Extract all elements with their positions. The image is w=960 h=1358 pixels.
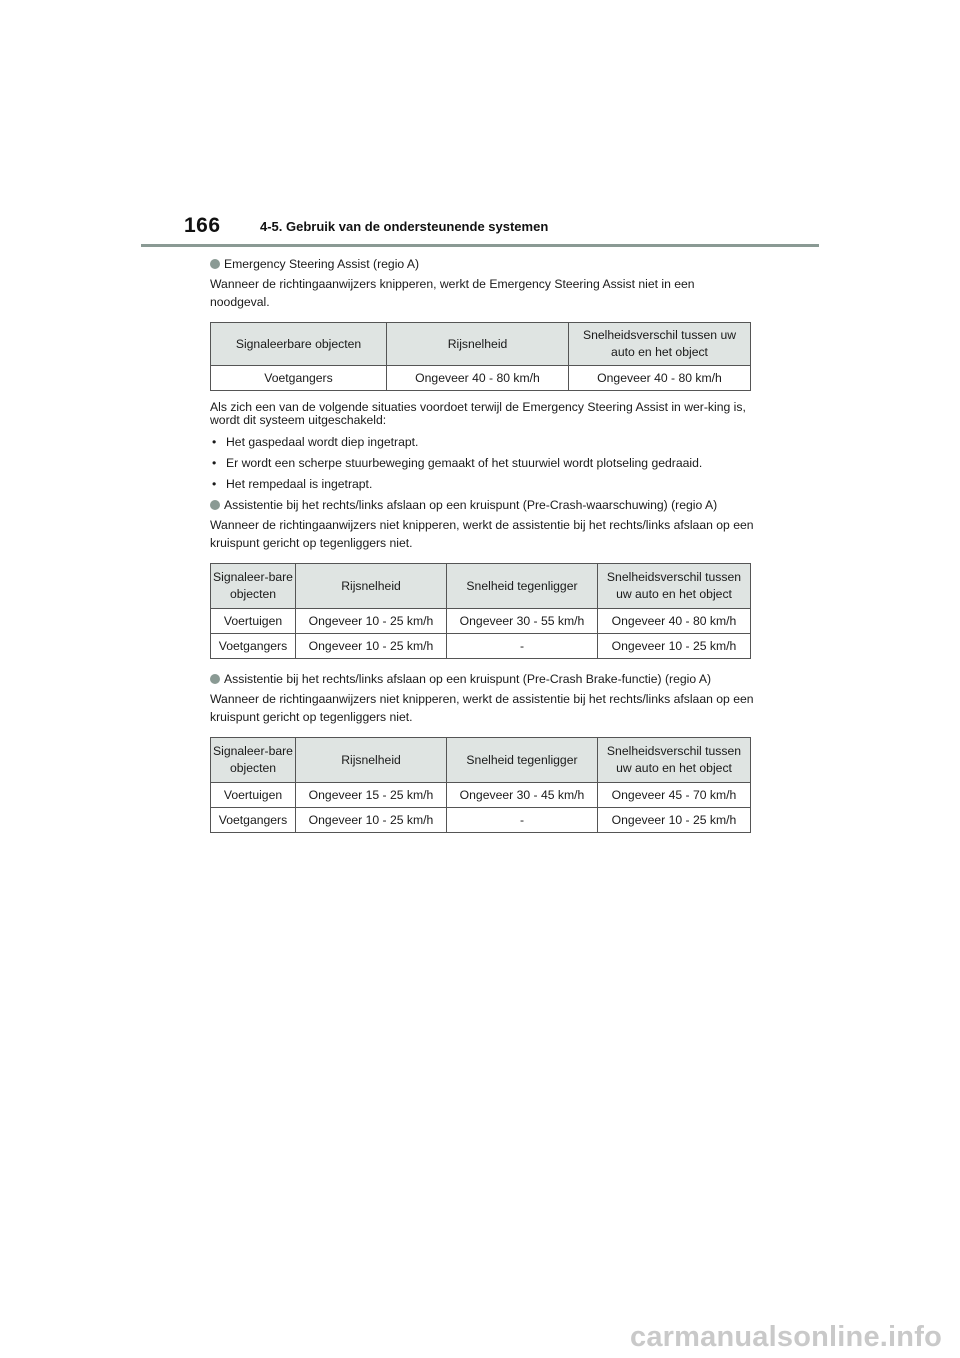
list-bullet: •	[212, 435, 217, 449]
section2-heading-text: Assistentie bij het rechts/links afslaan op een kruispunt (Pre-Crash-waarschuwing) (regio A)	[224, 498, 718, 512]
table-cell: Voetgangers	[211, 634, 296, 659]
table-header-cell: Rijsnelheid	[296, 564, 447, 609]
table-header-row	[211, 323, 751, 366]
bullet-circle-icon	[210, 500, 220, 510]
table-header-row	[211, 564, 751, 609]
table-header-cell: Snelheidsverschil tussen uw auto en het object	[598, 738, 751, 783]
table-cell: Voetgangers	[211, 366, 387, 391]
section1-heading	[210, 255, 755, 273]
section1-disable-intro: Als zich een van de volgende situaties voordoet terwijl de Emergency Steering Assist in wer-king is, wordt dit systeem uitgeschakeld:	[210, 400, 746, 427]
list-bullet: •	[212, 477, 217, 491]
table-cell: Ongeveer 40 - 80 km/h	[598, 609, 751, 634]
table-row	[211, 783, 751, 808]
list-bullet: •	[212, 456, 217, 470]
table-cell: Ongeveer 45 - 70 km/h	[598, 783, 751, 808]
bullet-circle-icon	[210, 259, 220, 269]
section1-heading-text: Emergency Steering Assist (regio A)	[224, 257, 420, 271]
bullet-circle-icon	[210, 674, 220, 684]
table-header-cell: Rijsnelheid	[296, 738, 447, 783]
table-header-cell: Snelheid tegenligger	[447, 564, 598, 609]
section2-heading	[210, 496, 755, 514]
table-header-row	[211, 738, 751, 783]
table-cell: Ongeveer 15 - 25 km/h	[296, 783, 447, 808]
section3-table	[210, 737, 751, 833]
table-header-cell: Signaleer-bare objecten	[211, 738, 296, 783]
section1-intro: Wanneer de richtingaanwijzers knipperen, werkt de Emergency Steering Assist niet in een noodgeval.	[210, 277, 695, 309]
table-row	[211, 634, 751, 659]
table-header-cell: Rijsnelheid	[387, 323, 569, 366]
section1-table	[210, 322, 751, 391]
section2-intro: Wanneer de richtingaanwijzers niet knipperen, werkt de assistentie bij het rechts/links afslaan op een kruispunt gericht op tegenliggers niet.	[210, 518, 754, 550]
list-item-text: Het rempedaal is ingetrapt.	[226, 477, 373, 491]
list-item-text: Er wordt een scherpe stuurbeweging gemaakt of het stuurwiel wordt plotseling gedraaid.	[226, 456, 703, 470]
table-header-cell: Signaleer-bare objecten	[211, 564, 296, 609]
watermark-logo: carmanualsonline.info	[630, 1321, 942, 1353]
section-title: 4-5. Gebruik van de ondersteunende systemen	[260, 219, 549, 234]
table-cell: Ongeveer 30 - 55 km/h	[447, 609, 598, 634]
table-cell: -	[447, 808, 598, 833]
table-header-cell: Snelheidsverschil tussen uw auto en het object	[569, 323, 751, 366]
table-cell: -	[447, 634, 598, 659]
section3-heading	[210, 670, 755, 688]
table-cell: Ongeveer 10 - 25 km/h	[296, 609, 447, 634]
table-header-cell: Snelheidsverschil tussen uw auto en het object	[598, 564, 751, 609]
table-cell: Voertuigen	[211, 609, 296, 634]
table-cell: Ongeveer 40 - 80 km/h	[387, 366, 569, 391]
table-row	[211, 609, 751, 634]
list-item-text: Het gaspedaal wordt diep ingetrapt.	[226, 435, 419, 449]
table-cell: Ongeveer 10 - 25 km/h	[598, 634, 751, 659]
section3-intro: Wanneer de richtingaanwijzers niet knipperen, werkt de assistentie bij het rechts/links afslaan op een kruispunt gericht op tegenliggers niet.	[210, 692, 754, 724]
table-cell: Voertuigen	[211, 783, 296, 808]
table-header-cell: Signaleerbare objecten	[211, 323, 387, 366]
table-cell: Ongeveer 10 - 25 km/h	[296, 808, 447, 833]
table-cell: Voetgangers	[211, 808, 296, 833]
list-item	[210, 433, 755, 451]
header-divider	[141, 244, 819, 247]
list-item	[210, 475, 755, 493]
section2-table	[210, 563, 751, 659]
table-cell: Ongeveer 10 - 25 km/h	[598, 808, 751, 833]
table-row	[211, 366, 751, 391]
section3-heading-text: Assistentie bij het rechts/links afslaan op een kruispunt (Pre-Crash Brake-functie) (regio A)	[224, 672, 712, 686]
page-content	[210, 255, 755, 844]
table-cell: Ongeveer 10 - 25 km/h	[296, 634, 447, 659]
table-cell: Ongeveer 40 - 80 km/h	[569, 366, 751, 391]
page-number: 166	[184, 214, 221, 237]
list-item	[210, 454, 755, 472]
table-cell: Ongeveer 30 - 45 km/h	[447, 783, 598, 808]
table-row	[211, 808, 751, 833]
table-header-cell: Snelheid tegenligger	[447, 738, 598, 783]
